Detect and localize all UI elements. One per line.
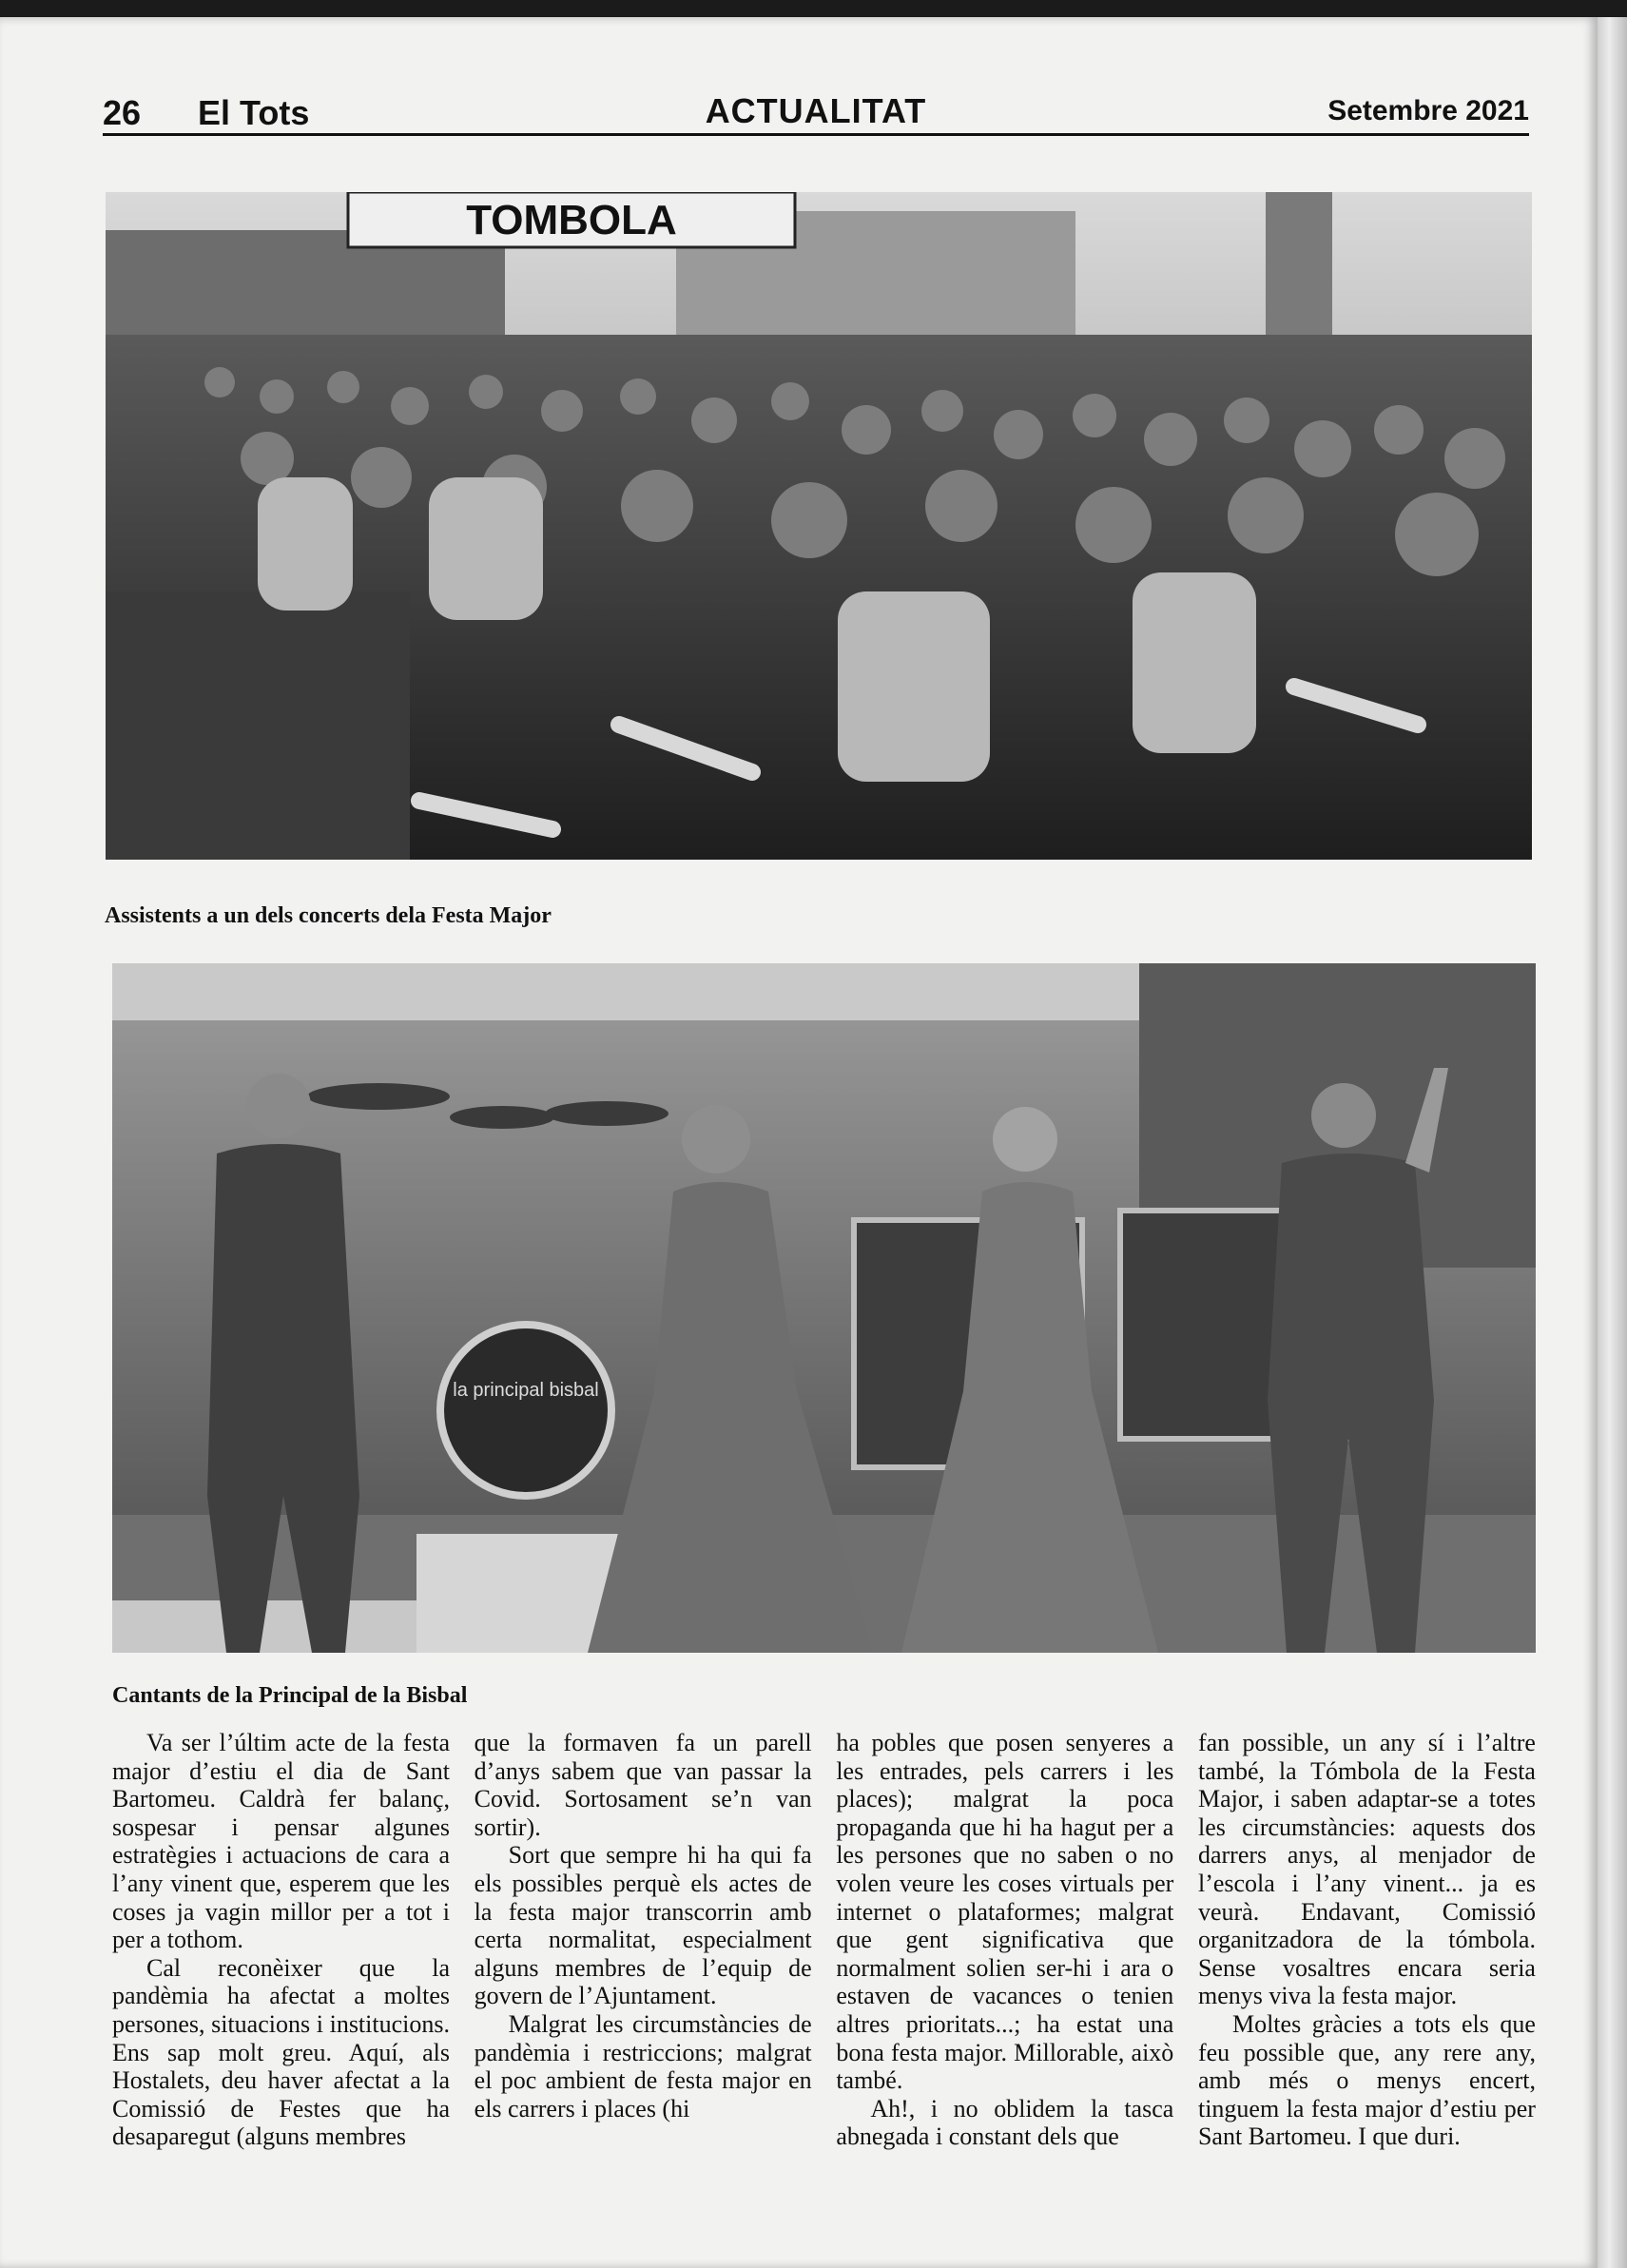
issue-date: Setembre 2021 xyxy=(1327,95,1529,126)
header-rule xyxy=(103,133,1529,136)
paragraph: fan possible, un any sí i l’altre també, la Tómbola de la Festa Major, i saben adaptar-se a totes les circumstàncies: aquests dos darrers anys, al menjador de l’escola i l’any vinent... ja es veurà. Endavant, Comissió organitzadora de la tómbola. Sense vosaltres encara seria menys viva la festa major. xyxy=(1197,1729,1536,2010)
singers-photo xyxy=(112,963,1536,1653)
article-column-2 xyxy=(475,1729,812,2185)
paragraph: Sort que sempre hi ha qui fa els possibles perquè els actes de la festa major transcorrin amb certa normalitat, especialment alguns membres de l’equip de govern de l’Ajuntament. xyxy=(474,1841,812,2010)
page-number: 26 xyxy=(103,93,142,132)
article-column-4 xyxy=(1198,1729,1536,2185)
page-header xyxy=(103,87,1529,135)
audience-photo-caption: Assistents a un dels concerts dela Festa Major xyxy=(105,903,552,928)
paragraph: Cal reconèixer que la pandèmia ha afectat a moltes persones, situacions i institucions. Ens sap molt greu. Aquí, als Hostalets, deu haver afectat a la Comissió de Festes que ha desaparegut (alguns membres xyxy=(112,1953,450,2151)
paragraph: Moltes gràcies a tots els que feu possible que, any rere any, amb més o menys encert, tinguem la festa major d’estiu per Sant Bartomeu. I que duri. xyxy=(1197,2009,1536,2151)
paragraph: Va ser l’últim acte de la festa major d’estiu el dia de Sant Bartomeu. Caldrà fer balanç, sospesar i pensar algunes estratègies i actuacions de cara a l’any vinent que, esperem que les coses ja vagin millor per a tot i per a tothom. xyxy=(112,1729,450,1954)
section-title: ACTUALITAT xyxy=(705,91,927,130)
tombola-banner-text: TOMBOLA xyxy=(466,197,677,243)
page-edge xyxy=(1598,17,1627,2268)
publication-name: El Tots xyxy=(198,93,310,132)
article-body xyxy=(112,1729,1536,2185)
article-column-3 xyxy=(836,1729,1173,2185)
drum-logo-text: la principal bisbal xyxy=(453,1380,599,1401)
paragraph: Ah!, i no oblidem la tasca abnegada i constant dels que xyxy=(836,2094,1174,2151)
singers-photo-illustration xyxy=(112,963,1536,1653)
singers-photo-caption: Cantants de la Principal de la Bisbal xyxy=(112,1683,468,1708)
audience-photo-illustration xyxy=(106,192,1532,860)
article-column-1 xyxy=(112,1729,450,2185)
audience-photo xyxy=(106,192,1532,860)
paragraph: Malgrat les circumstàncies de pandèmia i restriccions; malgrat el poc ambient de festa major en els carrers i places (hi xyxy=(474,2009,812,2123)
paragraph: ha pobles que posen senyeres a les entrades, pels carrers i les places); malgrat la poca propaganda que hi ha hagut per a les persones que no saben o no volen veure les coses virtuals per internet o plataformes; malgrat que gent significativa que normalment solien ser-hi i ara o estaven de vacances o tenien altres prioritats...; ha estat una bona festa major. Millorable, això també. xyxy=(836,1729,1174,2095)
paragraph: que la formaven fa un parell d’anys sabem que van passar la Covid. Sortosament se’n van sortir). xyxy=(474,1729,812,1841)
